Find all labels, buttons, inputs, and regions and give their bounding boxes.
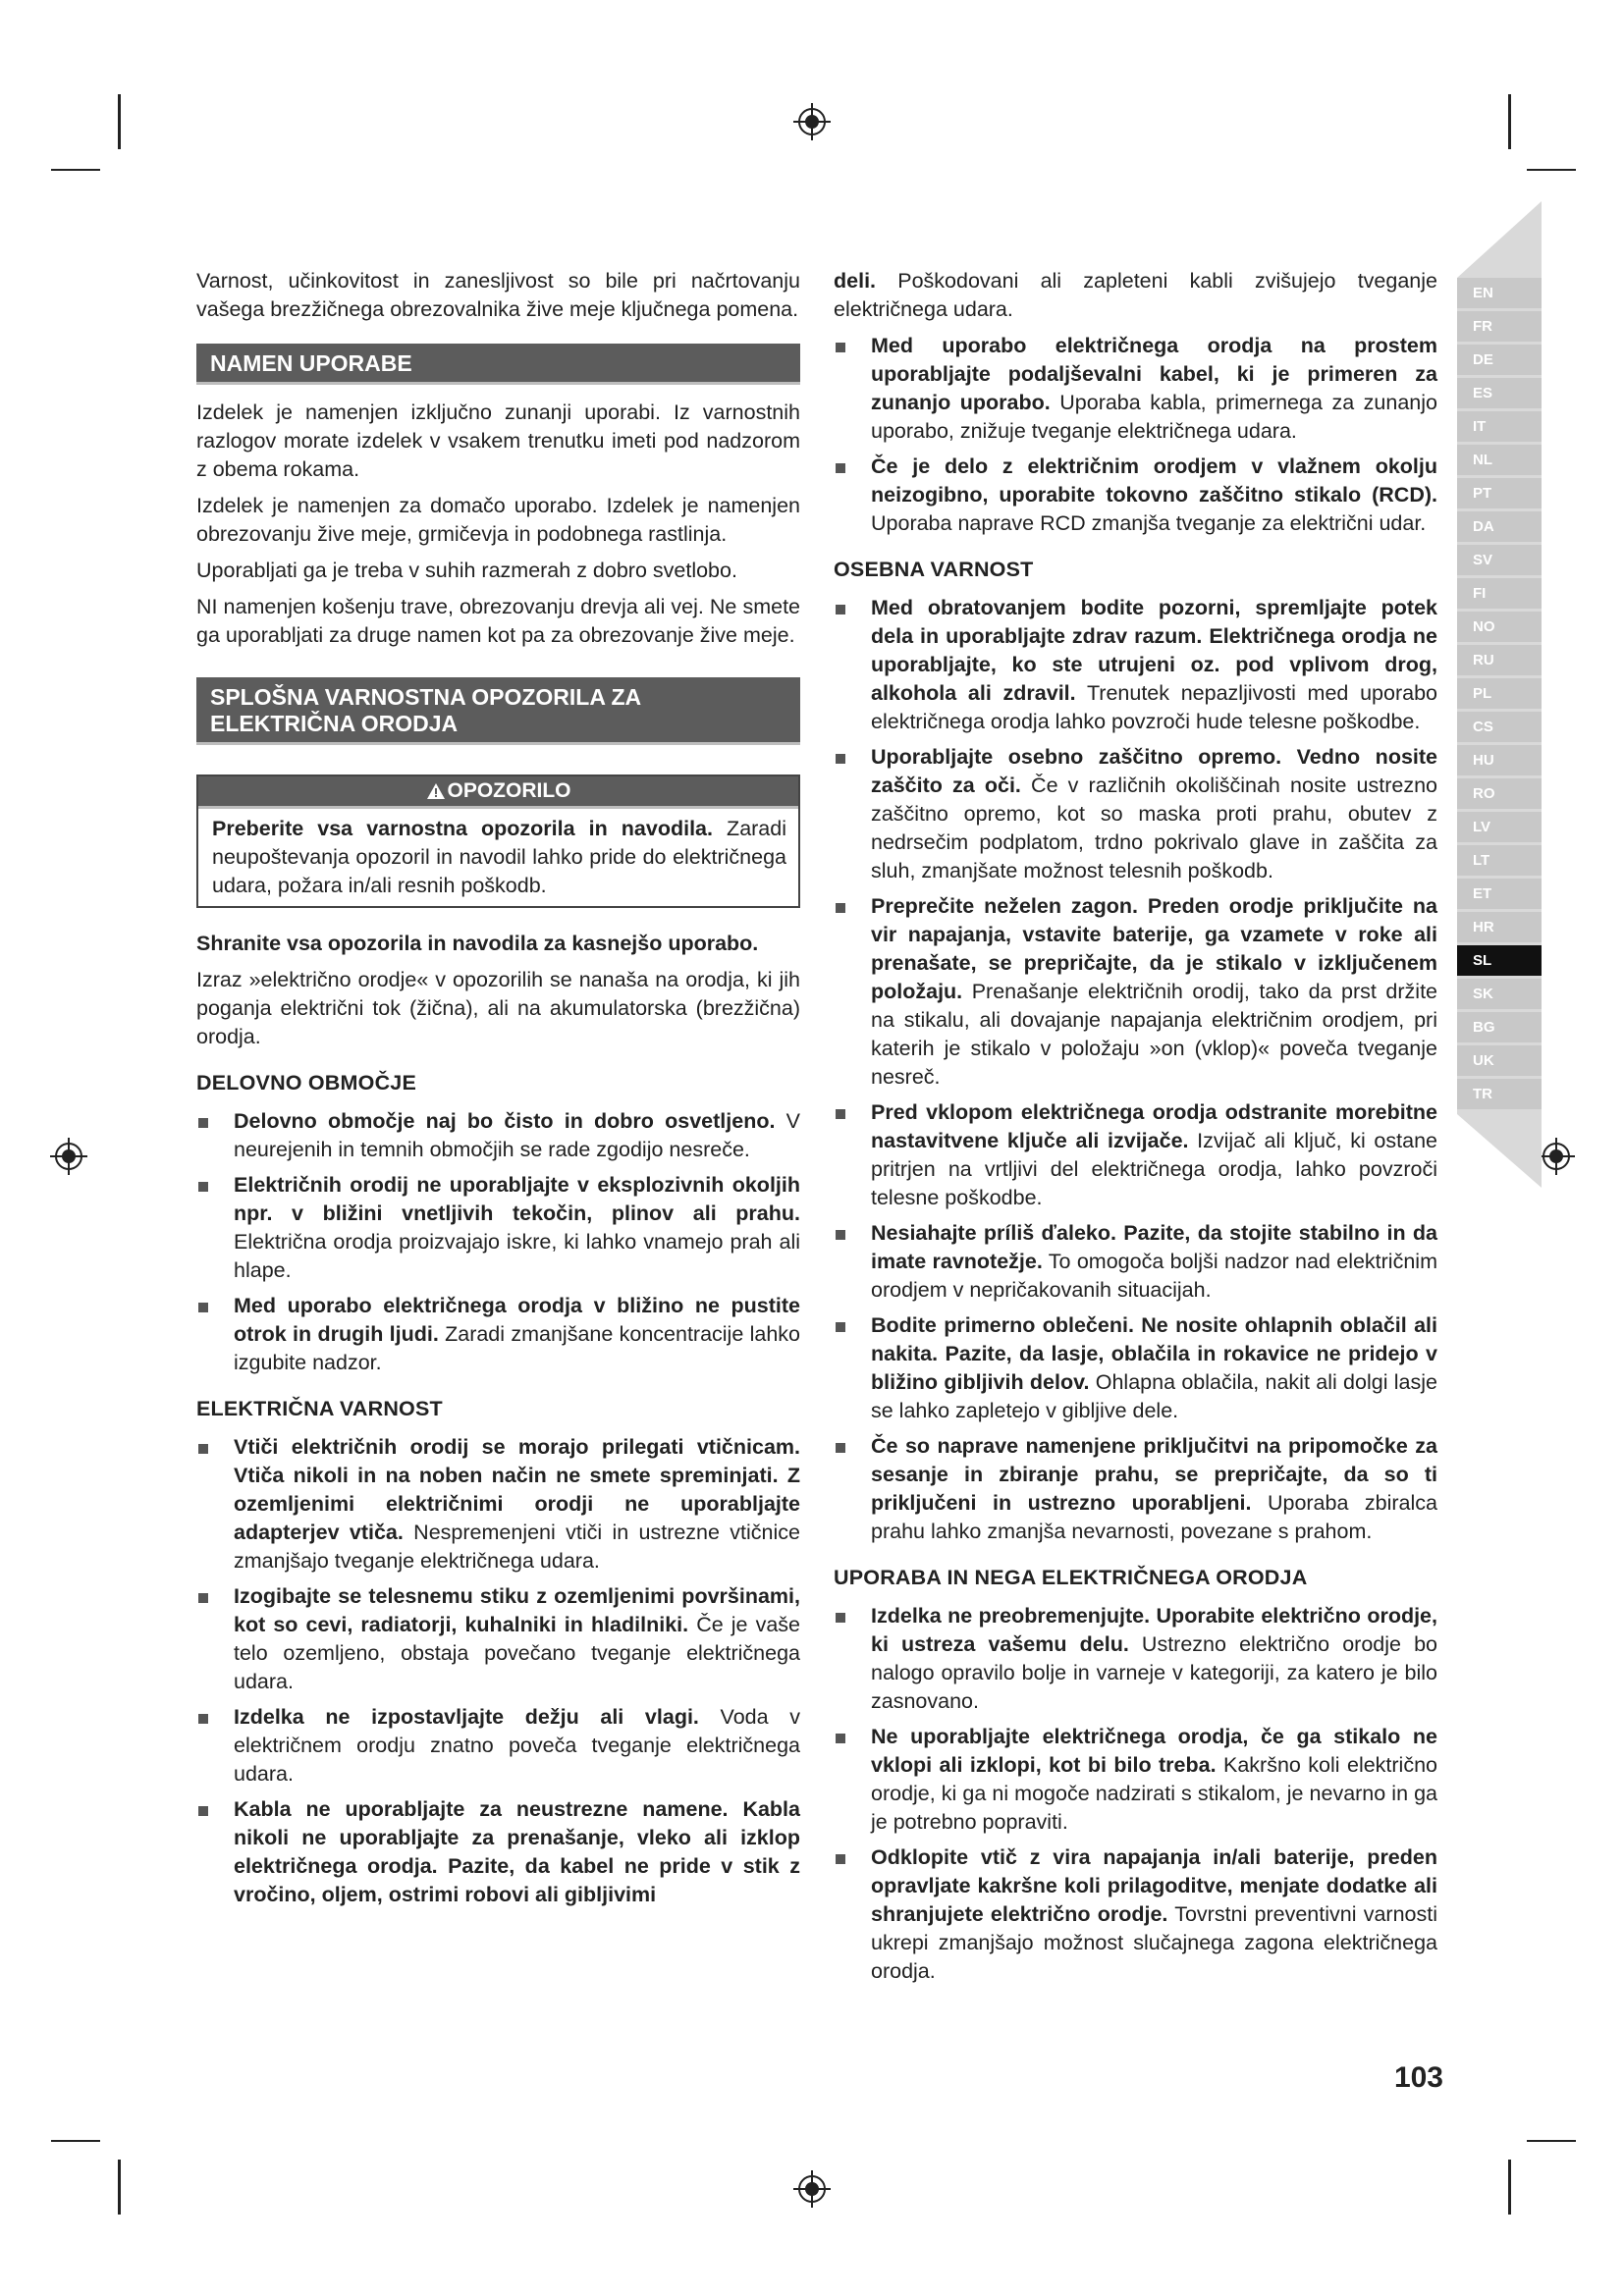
language-tab-hr[interactable]: HR — [1457, 912, 1542, 942]
list-item — [196, 1582, 800, 1696]
list-item-text: Uporaba kabla, primernega za zunanjo uporabo, znižuje tveganje električnega udara. — [871, 391, 1437, 443]
list-item — [834, 1432, 1437, 1546]
list-item-bold-text: Izogibajte se telesnemu stiku z ozemljenimi površinami, kot so cevi, radiatorji, kuhalniki in hladilniki. — [234, 1584, 800, 1636]
subheading-work-area: DELOVNO OBMOČJE — [196, 1071, 416, 1095]
crop-mark — [118, 94, 121, 149]
list-item-text: Nespremenjeni vtiči in ustrezne vtičnice zmanjšajo tveganje električnega udara. — [234, 1521, 800, 1573]
list-item-bold-text: Električnih orodij ne uporabljajte v eksplozivnih okoljih npr. v bližini vnetljivih tekočin, plinov ali prahu. — [234, 1173, 800, 1225]
list-item — [196, 1795, 800, 1909]
page-number: 103 — [1393, 2061, 1443, 2094]
language-tab-strip — [1457, 201, 1542, 1188]
intended-use-paragraph: Uporabljati ga je treba v suhih razmerah z dobro svetlobo. — [196, 559, 737, 582]
subheading-electrical-safety: ELEKTRIČNA VARNOST — [196, 1397, 443, 1420]
language-tab-it[interactable]: IT — [1457, 411, 1542, 442]
language-tab-uk[interactable]: UK — [1457, 1045, 1542, 1076]
language-tab-de[interactable]: DE — [1457, 345, 1542, 375]
crop-mark — [1508, 94, 1511, 149]
list-item-bold-text: Pred vklopom električnega orodja odstranite morebitne nastavitvene ključe ali izvijače. — [871, 1100, 1437, 1152]
list-item — [196, 1292, 800, 1377]
list-item — [834, 892, 1437, 1092]
language-tab-et[interactable]: ET — [1457, 879, 1542, 909]
list-item-bold-text: Odklopite vtič z vira napajanja in/ali baterije, preden opravljate kakršne koli prilagoditve, menjate dodatke ali shranjujete električno orodje. — [871, 1845, 1437, 1926]
crop-mark — [51, 169, 100, 171]
crop-mark — [1508, 2160, 1511, 2215]
list-item-text: Uporaba naprave RCD zmanjša tveganje za električni udar. — [871, 511, 1427, 535]
warning-box-header — [198, 776, 798, 809]
language-tab-lt[interactable]: LT — [1457, 845, 1542, 876]
list-item-bold-text: Med obratovanjem bodite pozorni, spremljajte potek dela in uporabljajte zdrav razum. Električnega orodja ne uporabljajte, ko ste utrujeni oz. pod vplivom drog, alkohola ali zdravil. — [871, 596, 1437, 705]
list-item-bold-text: Delovno območje naj bo čisto in dobro osvetljeno. — [234, 1109, 776, 1133]
list-item — [196, 1171, 800, 1285]
list-item-bold-text: Izdelka ne izpostavljajte dežju ali vlagi. — [234, 1705, 699, 1729]
section-banner-general-warnings: SPLOŠNA VARNOSTNA OPOZORILA ZA ELEKTRIČNA ORODJA — [196, 677, 800, 745]
list-item-bold-text: Izdelka ne preobremenjujte. Uporabite električno orodje, ki ustreza vašemu delu. — [871, 1604, 1437, 1656]
list-item-text: Ohlapna oblačila, nakit ali dolgi lasje se lahko zapletejo v gibljive dele. — [871, 1370, 1437, 1422]
list-item — [834, 594, 1437, 736]
list-item — [834, 453, 1437, 538]
warning-box — [196, 774, 800, 908]
list-item-bold-text: Vtiči električnih orodij se morajo prilegati vtičnicam. Vtiča nikoli in na noben način ne smete spreminjati. Z ozemljenimi električnimi orodji ne uporabljajte adapterjev vtiča. — [234, 1435, 800, 1544]
language-tab-sv[interactable]: SV — [1457, 545, 1542, 575]
list-item — [834, 1602, 1437, 1716]
right-column — [834, 267, 1437, 1996]
list-item-bold-text: Če so naprave namenjene priključitvi na pripomočke za sesanje in zbiranje prahu, se prepričajte, da so ti priključeni in ustrezno uporabljeni. — [871, 1434, 1437, 1515]
warning-bold-text: Preberite vsa varnostna opozorila in navodila. — [212, 817, 713, 840]
language-tab-tr[interactable]: TR — [1457, 1079, 1542, 1109]
list-item — [196, 1107, 800, 1164]
language-tab-fr[interactable]: FR — [1457, 311, 1542, 342]
crop-mark — [1527, 169, 1576, 171]
language-tab-pt[interactable]: PT — [1457, 478, 1542, 508]
list-item-text: Ustrezno električno orodje bo nalogo opravilo bolje in varneje v kategoriji, za katero je bilo zasnovano. — [871, 1632, 1437, 1713]
list-item — [196, 1433, 800, 1575]
language-tab-cs[interactable]: CS — [1457, 712, 1542, 742]
list-item — [834, 1843, 1437, 1986]
language-tab-sl[interactable]: SL — [1457, 945, 1542, 976]
list-item-bold-text: Nesiahajte príliš ďaleko. Pazite, da stojite stabilno in da imate ravnotežje. — [871, 1221, 1437, 1273]
list-item — [834, 1219, 1437, 1305]
language-tab-pl[interactable]: PL — [1457, 678, 1542, 709]
registration-mark-icon — [1537, 1137, 1576, 1176]
subheading-personal-safety: OSEBNA VARNOST — [834, 558, 1034, 581]
list-item-text: V neurejenih in temnih območjih se rade zgodijo nesreče. — [234, 1109, 800, 1161]
language-tab-da[interactable]: DA — [1457, 511, 1542, 542]
list-item-text: Izvijač ali ključ, ki ostane pritrjen na vrtljivi del električnega orodja, lahko povzroči telesne poškodbe. — [871, 1129, 1437, 1209]
list-item-bold-text: Ne uporabljajte električnega orodja, če ga stikalo ne vklopi ali izklopi, kot bi bilo treba. — [871, 1725, 1437, 1777]
crop-mark — [51, 2140, 100, 2142]
language-tab-hu[interactable]: HU — [1457, 745, 1542, 775]
list-item — [834, 1098, 1437, 1212]
personal-safety-list — [834, 594, 1437, 1546]
warning-triangle-icon — [426, 782, 446, 800]
list-item-text: Če je vaše telo ozemljeno, obstaja povečano tveganje električnega udara. — [234, 1613, 801, 1693]
list-item-bold-text: Kabla ne uporabljajte za neustrezne namene. Kabla nikoli ne uporabljajte za prenašanje, vleko ali izklop električnega orodja. Pazite, da kabel ne pride v stik z vročino, oljem, ostrimi robovi ali gibljivimi — [234, 1797, 800, 1906]
tool-use-list — [834, 1602, 1437, 1986]
list-item-bold-text: Med uporabo električnega orodja v bližino ne pustite otrok in drugih ljudi. — [234, 1294, 800, 1346]
work-area-list — [196, 1107, 800, 1377]
intro-paragraph: Varnost, učinkovitost in zanesljivost so bile pri načrtovanju vašega brezžičnega obrezovalnika žive meje ključnega pomena. — [196, 269, 800, 321]
electrical-safety-list-continued — [834, 332, 1437, 538]
list-item-bold-text: Med uporabo električnega orodja na prostem uporabljajte podaljševalni kabel, ki je primeren za zunanjo uporabo. — [871, 334, 1437, 414]
language-tabs — [1457, 278, 1542, 1112]
list-item — [834, 332, 1437, 446]
list-item-bold-text: Uporabljajte osebno zaščitno opremo. Vedno nosite zaščito za oči. — [871, 745, 1437, 797]
language-tab-bg[interactable]: BG — [1457, 1012, 1542, 1042]
warning-box-body — [198, 809, 798, 906]
language-tab-es[interactable]: ES — [1457, 378, 1542, 408]
list-item — [196, 1703, 800, 1789]
continued-paragraph — [834, 267, 1437, 324]
crop-mark — [118, 2160, 121, 2215]
intended-use-paragraph: NI namenjen košenju trave, obrezovanju drevja ali vej. Ne smete ga uporabljati za druge namen kot pa za obrezovanje žive meje. — [196, 595, 800, 647]
list-item — [834, 1311, 1437, 1425]
list-item-bold-text: Bodite primerno oblečeni. Ne nosite ohlapnih oblačil ali nakita. Pazite, da lasje, oblačila in rokavice ne pridejo v bližino gibljivih delov. — [871, 1313, 1437, 1394]
language-tab-sk[interactable]: SK — [1457, 979, 1542, 1009]
language-tab-ro[interactable]: RO — [1457, 778, 1542, 809]
registration-mark-icon — [792, 102, 832, 141]
list-item-text: Uporaba zbiralca prahu lahko zmanjša nevarnosti, povezane s prahom. — [871, 1491, 1437, 1543]
language-tab-nl[interactable]: NL — [1457, 445, 1542, 475]
list-item — [834, 743, 1437, 885]
crop-mark — [1527, 2140, 1576, 2142]
keep-instructions-paragraph: Shranite vsa opozorila in navodila za kasnejšo uporabo. — [196, 932, 759, 955]
list-item-text: Zaradi zmanjšane koncentracije lahko izgubite nadzor. — [234, 1322, 800, 1374]
list-item-text: To omogoča boljši nadzor nad električnim orodjem v nepričakovanih situacijah. — [871, 1250, 1437, 1302]
intended-use-paragraph: Izdelek je namenjen za domačo uporabo. Izdelek je namenjen obrezovanju žive meje, grmičevja in podobnega rastlinja. — [196, 494, 800, 546]
electrical-safety-list — [196, 1433, 800, 1909]
list-item — [834, 1723, 1437, 1837]
left-column — [196, 267, 800, 1919]
list-item-text: Če v različnih okoliščinah nosite ustrezno zaščitno opremo, kot so maska proti prahu, obutev z nedrsečim podplatom, trdno pokrivalo glave in zaščita za sluh, zmanjšate možnost telesnih poškodb. — [871, 774, 1437, 882]
language-tab-en[interactable]: EN — [1457, 278, 1542, 308]
section-banner-intended-use: NAMEN UPORABE — [196, 344, 800, 385]
definition-paragraph: Izraz »električno orodje« v opozorilih se nanaša na orodja, ki jih poganja električni tok (žična), ali na akumulatorska (brezžična) orodja. — [196, 968, 800, 1048]
list-item-bold-text: Preprečite neželen zagon. Preden orodje priključite na vir napajanja, vstavite baterije, ga vzamete v roke ali prenašate, se prepričajte, da je stikalo v izključenem položaju. — [871, 894, 1437, 1003]
language-tab-lv[interactable]: LV — [1457, 812, 1542, 842]
continued-bold-text: deli. — [834, 269, 877, 293]
warning-heading: OPOZORILO — [447, 779, 571, 802]
list-item-text: Kakršno koli električno orodje, ki ga ni mogoče nadzirati s stikalom, je nevarno in ga je potrebno popraviti. — [871, 1753, 1438, 1834]
language-tab-fi[interactable]: FI — [1457, 578, 1542, 609]
list-item-text: Električna orodja proizvajajo iskre, ki lahko vnamejo prah ali hlape. — [234, 1230, 800, 1282]
intended-use-paragraph: Izdelek je namenjen izključno zunanji uporabi. Iz varnostnih razlogov morate izdelek v vsakem trenutku imeti pod nadzorom z obema rokama. — [196, 400, 800, 481]
registration-mark-icon — [792, 2169, 832, 2209]
warning-text: Zaradi neupoštevanja opozoril in navodil lahko pride do električnega udara, požara in/ali resnih poškodb. — [212, 817, 787, 897]
list-item-text: Tovrstni preventivni varnosti ukrepi zmanjšajo možnost slučajnega zagona električnega orodja. — [871, 1902, 1437, 1983]
continued-text: Poškodovani ali zapleteni kabli zvišujejo tveganje električnega udara. — [834, 269, 1437, 321]
subheading-tool-use: UPORABA IN NEGA ELEKTRIČNEGA ORODJA — [834, 1566, 1308, 1589]
language-tab-no[interactable]: NO — [1457, 612, 1542, 642]
list-item-text: Voda v električnem orodju znatno poveča tveganje električnega udara. — [234, 1705, 800, 1786]
language-tab-ru[interactable]: RU — [1457, 645, 1542, 675]
list-item-bold-text: Če je delo z električnim orodjem v vlažnem okolju neizogibno, uporabite tokovno zaščitno stikalo (RCD). — [871, 454, 1437, 507]
registration-mark-icon — [49, 1137, 88, 1176]
list-item-text: Trenutek nepazljivosti med uporabo električnega orodja lahko povzroči hude telesne poškodbe. — [871, 681, 1437, 733]
list-item-text: Prenašanje električnih orodij, tako da prst držite na stikalu, ali dovajanje napajanja električnim orodjem, pri katerih je stikalo v položaju »on (vklop)« poveča tveganje nesreč. — [871, 980, 1437, 1089]
